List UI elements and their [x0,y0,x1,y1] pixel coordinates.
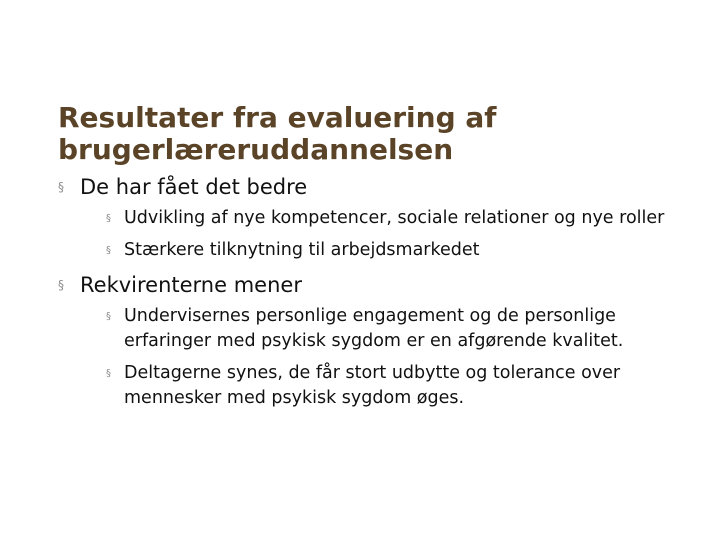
square-bullet-icon: § [58,278,64,292]
sub-bullet-text: Stærkere tilknytning til arbejdsmarkedet [124,240,480,260]
sub-bullet-item [106,361,678,411]
square-bullet-icon: § [106,213,111,224]
sub-bullet-text: Udvikling af nye kompetencer, sociale relationer og nye roller [124,208,665,228]
sub-bullet-item [106,206,678,231]
sub-bullet-item [106,238,678,263]
sub-bullet-item [106,304,678,354]
square-bullet-icon: § [106,368,111,379]
sub-bullet-list [80,206,678,263]
sub-bullet-text: Deltagerne synes, de får stort udbytte og tolerance over mennesker med psykisk sygdom øges. [124,363,621,408]
square-bullet-icon: § [106,245,111,256]
bullet-heading: Rekvirenterne mener [80,273,302,297]
bullet-list [58,172,678,418]
sub-bullet-list [80,304,678,411]
sub-bullet-text: Undervisernes personlige engagement og de personlige erfaringer med psykisk sygdom er en afgørende kvalitet. [124,306,624,351]
square-bullet-icon: § [58,180,64,194]
bullet-section-1 [58,172,678,263]
slide-title: Resultater fra evaluering af brugerlæreruddannelsen [58,101,497,166]
bullet-heading: De har fået det bedre [80,175,308,199]
bullet-section-2 [58,270,678,411]
square-bullet-icon: § [106,311,111,322]
